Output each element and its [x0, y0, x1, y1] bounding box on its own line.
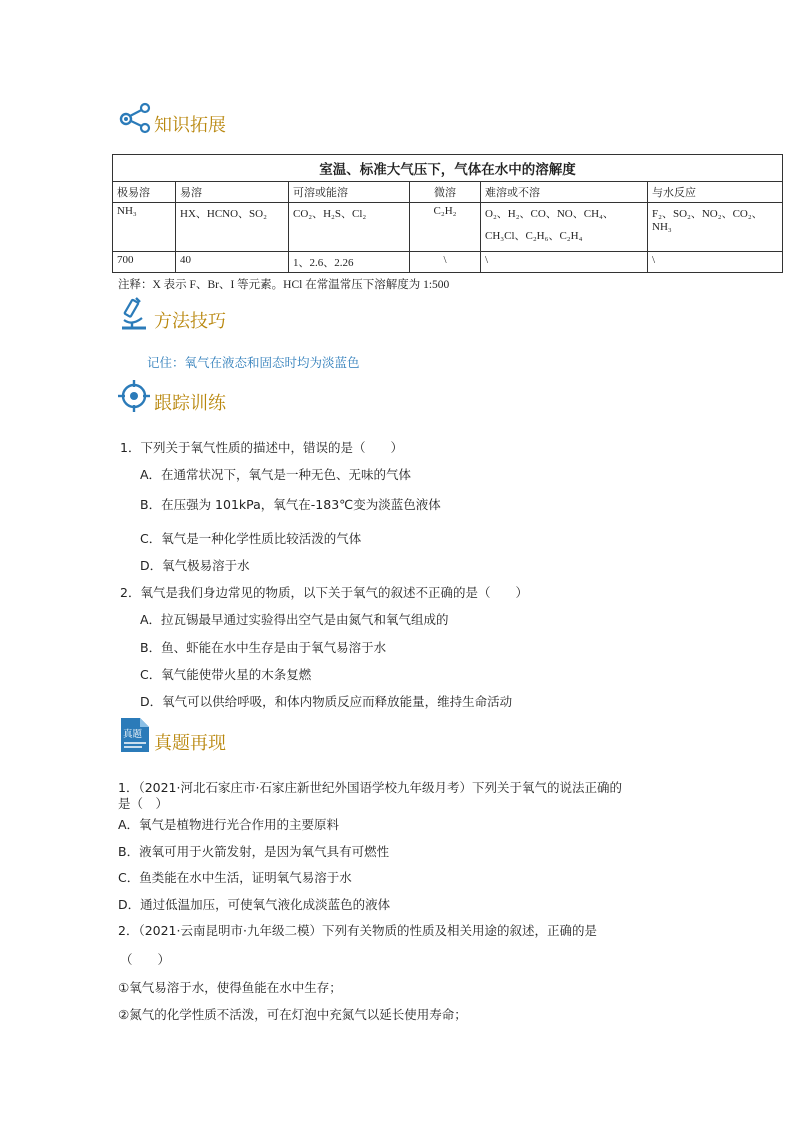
table-header-cell: 极易溶 — [113, 182, 176, 203]
exam-q1-option-d: D．通过低温加压，可使氧气液化成淡蓝色的液体 — [118, 897, 391, 912]
table-cell: \ — [481, 252, 648, 273]
table-cell: CO₂、H₂S、Cl₂ — [289, 203, 410, 252]
exam-q2-statement-1: ①氧气易溶于水，使得鱼能在水中生存； — [118, 980, 342, 995]
share-nodes-icon — [118, 102, 152, 136]
exam-q1-option-c: C．鱼类能在水中生活，证明氧气易溶于水 — [118, 870, 352, 885]
table-cell: \ — [648, 252, 783, 273]
table-row-values — [113, 252, 783, 273]
section-title-exam: 真题再现 — [154, 733, 226, 754]
method-tip: 记住：氧气在液态和固态时均为淡蓝色 — [147, 355, 360, 370]
training-q1-option-b: B．在压强为 101kPa，氧气在-183℃变为淡蓝色液体 — [140, 497, 441, 512]
table-cell: NH₃ — [113, 203, 176, 252]
training-q2-option-b: B．鱼、虾能在水中生存是由于氧气易溶于水 — [140, 640, 387, 655]
table-header-cell: 难溶或不溶 — [481, 182, 648, 203]
training-q2-option-d: D．氧气可以供给呼吸，和体内物质反应而释放能量，维持生命活动 — [140, 694, 513, 709]
training-q2-option-a: A．拉瓦锡最早通过实验得出空气是由氮气和氧气组成的 — [140, 612, 449, 627]
table-cell: C₂H₂ — [410, 203, 481, 252]
exam-q1-option-b: B．液氧可用于火箭发射，是因为氧气具有可燃性 — [118, 844, 390, 859]
exam-q1-option-a: A．氧气是植物进行光合作用的主要原料 — [118, 817, 340, 832]
table-cell: 40 — [176, 252, 289, 273]
microscope-icon — [118, 296, 152, 332]
table-header-cell: 易溶 — [176, 182, 289, 203]
table-header-row — [113, 182, 783, 203]
table-cell-line: CH₃Cl、C₂H₆、C₂H₄ — [485, 230, 583, 242]
exam-q2: 2．（2021·云南昆明市·九年级二模）下列有关物质的性质及相关用途的叙述，正确的是 — [118, 923, 597, 938]
exam-badge-text: 真题 — [123, 729, 143, 740]
table-cell: F₂、SO₂、NO₂、CO₂、NH₃ — [648, 203, 783, 252]
table-cell: 1、2.6、2.26 — [289, 252, 410, 273]
section-header-training — [118, 378, 226, 414]
table-cell: 700 — [113, 252, 176, 273]
training-q1: 1．下列关于氧气性质的描述中，错误的是（ ） — [120, 440, 403, 455]
table-header-cell: 微溶 — [410, 182, 481, 203]
section-title-training: 跟踪训练 — [154, 393, 226, 414]
table-header-cell: 与水反应 — [648, 182, 783, 203]
table-row-gases — [113, 203, 783, 252]
section-header-exam — [118, 718, 226, 754]
training-q1-option-d: D．氧气极易溶于水 — [140, 558, 250, 573]
table-note: 注释：X 表示 F、Br、I 等元素。HCl 在常温常压下溶解度为 1:500 — [118, 279, 450, 291]
section-title-method: 方法技巧 — [154, 311, 226, 332]
section-title-knowledge: 知识拓展 — [154, 115, 226, 136]
exam-q2-statement-2: ②氮气的化学性质不活泼，可在灯泡中充氮气以延长使用寿命； — [118, 1007, 467, 1022]
table-cell — [481, 203, 648, 252]
exam-q1-line1: 1．（2021·河北石家庄市·石家庄新世纪外国语学校九年级月考）下列关于氧气的说法正确的 — [118, 780, 622, 795]
table-title: 室温、标准大气压下，气体在水中的溶解度 — [113, 155, 783, 182]
table-cell: HX、HCNO、SO₂ — [176, 203, 289, 252]
training-q1-option-c: C．氧气是一种化学性质比较活泼的气体 — [140, 531, 362, 546]
exam-q1-line2: 是（ ） — [118, 796, 169, 811]
training-q2: 2．氧气是我们身边常见的物质，以下关于氧气的叙述不正确的是（ ） — [120, 585, 528, 600]
training-q2-option-c: C．氧气能使带火星的木条复燃 — [140, 667, 312, 682]
table-cell-line: O₂、H₂、CO、NO、CH₄、 — [485, 208, 614, 220]
solubility-table — [112, 154, 783, 273]
section-header-knowledge — [118, 100, 226, 136]
training-q1-option-a: A．在通常状况下，氧气是一种无色、无味的气体 — [140, 467, 412, 482]
exam-paper-icon — [118, 716, 152, 754]
table-header-cell: 可溶或能溶 — [289, 182, 410, 203]
table-cell: \ — [410, 252, 481, 273]
target-icon — [118, 378, 152, 414]
section-header-method — [118, 296, 226, 332]
exam-q2-paren: （ ） — [120, 952, 171, 967]
